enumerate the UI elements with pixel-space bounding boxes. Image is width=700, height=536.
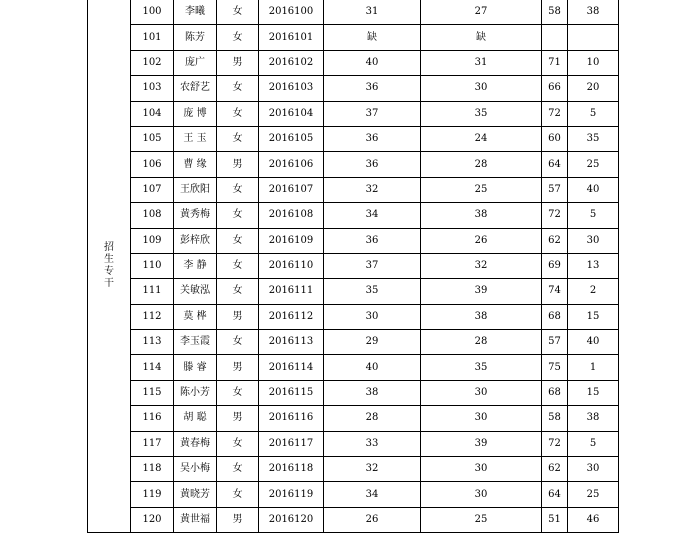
gender-cell: 女 (217, 203, 259, 228)
score1-cell: 40 (324, 50, 421, 75)
table-row (88, 50, 619, 75)
total-cell: 62 (542, 228, 568, 253)
name-cell: 关敏泓 (174, 279, 217, 304)
total-cell: 60 (542, 126, 568, 151)
table-row (88, 355, 619, 380)
score1-cell: 36 (324, 76, 421, 101)
name-cell: 庞 博 (174, 101, 217, 126)
table-row (88, 380, 619, 405)
gender-cell: 女 (217, 482, 259, 507)
score2-cell: 30 (421, 406, 542, 431)
score1-cell: 28 (324, 406, 421, 431)
total-cell: 57 (542, 330, 568, 355)
name-cell: 莫 桦 (174, 304, 217, 329)
score2-cell: 35 (421, 355, 542, 380)
name-cell: 陈小芳 (174, 380, 217, 405)
table-row (88, 457, 619, 482)
exam-id-cell: 2016100 (259, 0, 324, 25)
score1-cell: 32 (324, 457, 421, 482)
total-cell: 51 (542, 507, 568, 532)
name-cell: 李玉霞 (174, 330, 217, 355)
exam-id-cell: 2016114 (259, 355, 324, 380)
exam-id-cell: 2016106 (259, 152, 324, 177)
row-number-cell: 107 (131, 177, 174, 202)
score1-cell: 38 (324, 380, 421, 405)
score2-cell: 32 (421, 253, 542, 278)
total-cell: 57 (542, 177, 568, 202)
exam-id-cell: 2016111 (259, 279, 324, 304)
name-cell: 滕 睿 (174, 355, 217, 380)
score1-cell: 40 (324, 355, 421, 380)
total-cell: 64 (542, 482, 568, 507)
table-row (88, 76, 619, 101)
score1-cell: 35 (324, 279, 421, 304)
score2-cell: 缺 (421, 25, 542, 50)
table-row (88, 507, 619, 532)
name-cell: 黄秀梅 (174, 203, 217, 228)
gender-cell: 女 (217, 126, 259, 151)
row-number-cell: 117 (131, 431, 174, 456)
exam-id-cell: 2016115 (259, 380, 324, 405)
name-cell: 庞广 (174, 50, 217, 75)
exam-id-cell: 2016113 (259, 330, 324, 355)
gender-cell: 女 (217, 177, 259, 202)
row-number-cell: 120 (131, 507, 174, 532)
total-cell: 62 (542, 457, 568, 482)
row-number-cell: 118 (131, 457, 174, 482)
total-cell: 72 (542, 101, 568, 126)
name-cell: 胡 聪 (174, 406, 217, 431)
row-number-cell: 102 (131, 50, 174, 75)
score2-cell: 39 (421, 431, 542, 456)
total-cell: 71 (542, 50, 568, 75)
table-row (88, 304, 619, 329)
table-row (88, 152, 619, 177)
table-row (88, 25, 619, 50)
rank-cell: 30 (568, 457, 619, 482)
row-number-cell: 106 (131, 152, 174, 177)
rank-cell: 2 (568, 279, 619, 304)
total-cell: 68 (542, 304, 568, 329)
table-row (88, 126, 619, 151)
gender-cell: 男 (217, 406, 259, 431)
total-cell: 72 (542, 203, 568, 228)
exam-id-cell: 2016101 (259, 25, 324, 50)
total-cell: 64 (542, 152, 568, 177)
gender-cell: 男 (217, 50, 259, 75)
score2-cell: 38 (421, 304, 542, 329)
score2-cell: 28 (421, 330, 542, 355)
table-row (88, 406, 619, 431)
rank-cell: 5 (568, 431, 619, 456)
gender-cell: 女 (217, 228, 259, 253)
score1-cell: 37 (324, 101, 421, 126)
row-number-cell: 116 (131, 406, 174, 431)
exam-id-cell: 2016104 (259, 101, 324, 126)
score2-cell: 39 (421, 279, 542, 304)
name-cell: 彭梓欣 (174, 228, 217, 253)
score1-cell: 29 (324, 330, 421, 355)
total-cell: 66 (542, 76, 568, 101)
rank-cell: 5 (568, 101, 619, 126)
exam-id-cell: 2016110 (259, 253, 324, 278)
row-number-cell: 119 (131, 482, 174, 507)
exam-id-cell: 2016118 (259, 457, 324, 482)
row-number-cell: 100 (131, 0, 174, 25)
score1-cell: 36 (324, 126, 421, 151)
group-label: 招生专干 (104, 242, 114, 290)
rank-cell: 30 (568, 228, 619, 253)
score2-cell: 31 (421, 50, 542, 75)
table-row (88, 0, 619, 25)
score-table (87, 0, 619, 533)
score1-cell: 32 (324, 177, 421, 202)
name-cell: 农舒艺 (174, 76, 217, 101)
rank-cell: 15 (568, 304, 619, 329)
score1-cell: 37 (324, 253, 421, 278)
rank-cell: 38 (568, 406, 619, 431)
gender-cell: 男 (217, 507, 259, 532)
score1-cell: 34 (324, 482, 421, 507)
row-number-cell: 103 (131, 76, 174, 101)
rank-cell: 15 (568, 380, 619, 405)
gender-cell: 男 (217, 304, 259, 329)
rank-cell (568, 25, 619, 50)
exam-id-cell: 2016107 (259, 177, 324, 202)
name-cell: 吴小梅 (174, 457, 217, 482)
exam-id-cell: 2016117 (259, 431, 324, 456)
row-number-cell: 108 (131, 203, 174, 228)
total-cell: 58 (542, 0, 568, 25)
score2-cell: 24 (421, 126, 542, 151)
row-number-cell: 104 (131, 101, 174, 126)
score1-cell: 30 (324, 304, 421, 329)
rank-cell: 1 (568, 355, 619, 380)
score1-cell: 33 (324, 431, 421, 456)
total-cell: 74 (542, 279, 568, 304)
total-cell: 72 (542, 431, 568, 456)
exam-id-cell: 2016112 (259, 304, 324, 329)
score2-cell: 28 (421, 152, 542, 177)
score2-cell: 30 (421, 457, 542, 482)
score1-cell: 36 (324, 228, 421, 253)
table-row (88, 482, 619, 507)
row-number-cell: 101 (131, 25, 174, 50)
score2-cell: 35 (421, 101, 542, 126)
exam-id-cell: 2016102 (259, 50, 324, 75)
name-cell: 李 静 (174, 253, 217, 278)
score1-cell: 缺 (324, 25, 421, 50)
row-number-cell: 105 (131, 126, 174, 151)
rank-cell: 13 (568, 253, 619, 278)
row-number-cell: 112 (131, 304, 174, 329)
exam-id-cell: 2016120 (259, 507, 324, 532)
gender-cell: 女 (217, 253, 259, 278)
name-cell: 黄晓芳 (174, 482, 217, 507)
rank-cell: 25 (568, 482, 619, 507)
row-number-cell: 110 (131, 253, 174, 278)
exam-id-cell: 2016105 (259, 126, 324, 151)
total-cell: 68 (542, 380, 568, 405)
gender-cell: 女 (217, 0, 259, 25)
table-row (88, 431, 619, 456)
rank-cell: 10 (568, 50, 619, 75)
score2-cell: 30 (421, 380, 542, 405)
row-number-cell: 114 (131, 355, 174, 380)
table-row (88, 279, 619, 304)
total-cell: 75 (542, 355, 568, 380)
total-cell: 58 (542, 406, 568, 431)
score1-cell: 31 (324, 0, 421, 25)
exam-id-cell: 2016103 (259, 76, 324, 101)
score2-cell: 25 (421, 507, 542, 532)
exam-id-cell: 2016109 (259, 228, 324, 253)
gender-cell: 女 (217, 101, 259, 126)
gender-cell: 女 (217, 25, 259, 50)
gender-cell: 女 (217, 431, 259, 456)
name-cell: 陈芳 (174, 25, 217, 50)
total-cell: 69 (542, 253, 568, 278)
rank-cell: 35 (568, 126, 619, 151)
score1-cell: 26 (324, 507, 421, 532)
exam-id-cell: 2016116 (259, 406, 324, 431)
group-label-cell (88, 0, 131, 533)
total-cell (542, 25, 568, 50)
rank-cell: 5 (568, 203, 619, 228)
rank-cell: 40 (568, 177, 619, 202)
gender-cell: 女 (217, 279, 259, 304)
gender-cell: 女 (217, 380, 259, 405)
rank-cell: 40 (568, 330, 619, 355)
table-row (88, 101, 619, 126)
rank-cell: 25 (568, 152, 619, 177)
exam-id-cell: 2016108 (259, 203, 324, 228)
score1-cell: 36 (324, 152, 421, 177)
rank-cell: 38 (568, 0, 619, 25)
table-row (88, 253, 619, 278)
gender-cell: 男 (217, 152, 259, 177)
name-cell: 王 玉 (174, 126, 217, 151)
score2-cell: 26 (421, 228, 542, 253)
score2-cell: 30 (421, 76, 542, 101)
row-number-cell: 109 (131, 228, 174, 253)
name-cell: 曹 缘 (174, 152, 217, 177)
score2-cell: 27 (421, 0, 542, 25)
row-number-cell: 111 (131, 279, 174, 304)
score1-cell: 34 (324, 203, 421, 228)
name-cell: 王欣阳 (174, 177, 217, 202)
rank-cell: 46 (568, 507, 619, 532)
table-row (88, 330, 619, 355)
gender-cell: 女 (217, 457, 259, 482)
rank-cell: 20 (568, 76, 619, 101)
name-cell: 黄世福 (174, 507, 217, 532)
table-row (88, 228, 619, 253)
score2-cell: 38 (421, 203, 542, 228)
table-row (88, 203, 619, 228)
name-cell: 黄春梅 (174, 431, 217, 456)
gender-cell: 女 (217, 76, 259, 101)
score2-cell: 25 (421, 177, 542, 202)
name-cell: 李曦 (174, 0, 217, 25)
table-row (88, 177, 619, 202)
gender-cell: 女 (217, 330, 259, 355)
exam-id-cell: 2016119 (259, 482, 324, 507)
row-number-cell: 115 (131, 380, 174, 405)
row-number-cell: 113 (131, 330, 174, 355)
score2-cell: 30 (421, 482, 542, 507)
gender-cell: 男 (217, 355, 259, 380)
